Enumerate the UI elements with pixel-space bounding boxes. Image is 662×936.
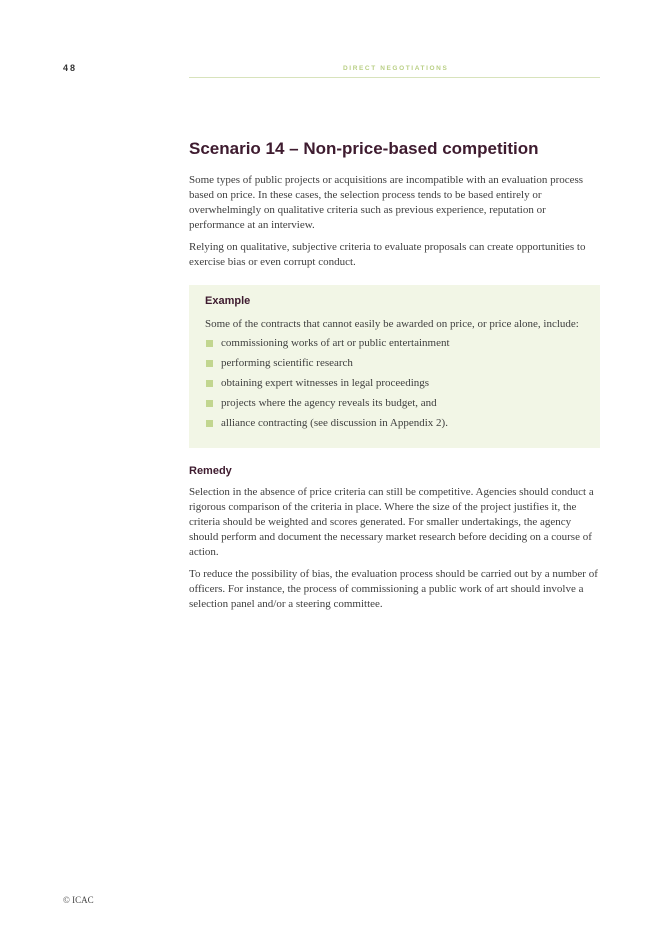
page-title: Scenario 14 – Non-price-based competition bbox=[189, 139, 539, 158]
list-item-text: performing scientific research bbox=[221, 357, 353, 369]
square-bullet-icon bbox=[206, 400, 213, 407]
main-content bbox=[189, 135, 600, 619]
intro-paragraph: Relying on qualitative, subjective criteria to evaluate proposals can create opportunities to exercise bias or even corrupt conduct. bbox=[189, 241, 586, 268]
copyright-notice: © ICAC bbox=[63, 895, 94, 905]
running-head: DIRECT NEGOTIATIONS bbox=[343, 65, 449, 72]
list-item bbox=[205, 416, 584, 431]
list-item-text: alliance contracting (see discussion in Appendix 2). bbox=[221, 417, 448, 429]
square-bullet-icon bbox=[206, 380, 213, 387]
list-item bbox=[205, 396, 584, 411]
remedy-heading: Remedy bbox=[189, 465, 232, 477]
example-list bbox=[205, 336, 584, 431]
list-item-text: obtaining expert witnesses in legal proceedings bbox=[221, 377, 430, 389]
list-item-text: commissioning works of art or public entertainment bbox=[221, 337, 450, 349]
square-bullet-icon bbox=[206, 420, 213, 427]
intro-paragraph: Some types of public projects or acquisitions are incompatible with an evaluation process based on price. In these cases, the selection process tends to be based entirely or overwhelmingly on qualitative criteria such as previous experience, reputation or performance at an interview. bbox=[189, 174, 584, 231]
list-item bbox=[205, 356, 584, 371]
list-item bbox=[205, 376, 584, 391]
page-number: 48 bbox=[63, 63, 78, 73]
square-bullet-icon bbox=[206, 340, 213, 347]
example-box bbox=[189, 285, 600, 448]
square-bullet-icon bbox=[206, 360, 213, 367]
remedy-paragraph: To reduce the possibility of bias, the evaluation process should be carried out by a number of officers. For instance, the process of commissioning a public work of art should involve a selection panel and/or a steering committee. bbox=[189, 568, 598, 610]
example-heading: Example bbox=[205, 295, 251, 307]
list-item bbox=[205, 336, 584, 351]
header-rule bbox=[189, 77, 600, 78]
example-intro: Some of the contracts that cannot easily be awarded on price, or price alone, include: bbox=[205, 318, 579, 330]
remedy-paragraph: Selection in the absence of price criteria can still be competitive. Agencies should conduct a rigorous comparison of the criteria in place. Where the size of the project justifies it, the criteria should be weighted and scores generated. For smaller undertakings, the agency should perform and document the necessary market research before deciding on a course of action. bbox=[189, 486, 594, 558]
list-item-text: projects where the agency reveals its budget, and bbox=[221, 397, 437, 409]
